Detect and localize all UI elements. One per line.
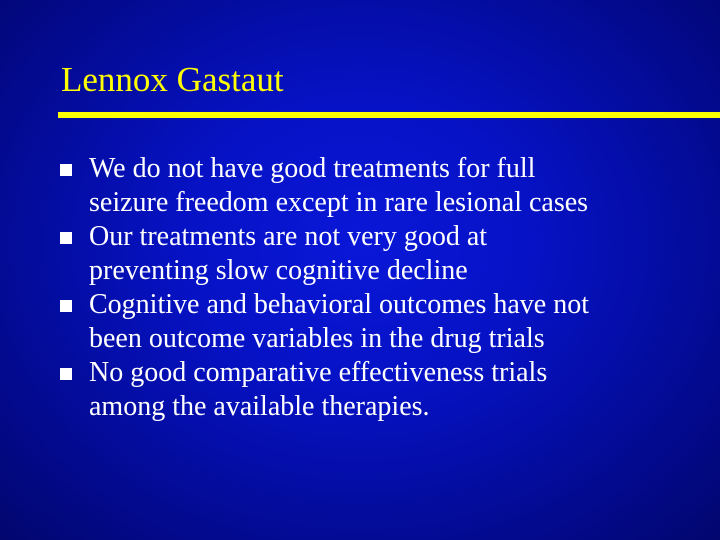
bullet-text: Cognitive and behavioral outcomes have not been outcome variables in the drug trials <box>89 289 589 354</box>
bullet-item <box>60 288 700 356</box>
bullet-text: Our treatments are not very good at preventing slow cognitive decline <box>89 221 488 286</box>
square-bullet-icon <box>60 164 72 176</box>
bullet-item <box>60 152 700 220</box>
bullet-list <box>60 152 700 424</box>
bullet-text: We do not have good treatments for full seizure freedom except in rare lesional cases <box>89 153 589 218</box>
bullet-text: No good comparative effectiveness trials among the available therapies. <box>89 357 548 422</box>
title-underline <box>58 112 720 118</box>
slide-title: Lennox Gastaut <box>61 60 284 99</box>
bullet-item <box>60 220 700 288</box>
square-bullet-icon <box>60 232 72 244</box>
square-bullet-icon <box>60 368 72 380</box>
square-bullet-icon <box>60 300 72 312</box>
bullet-item <box>60 356 700 424</box>
